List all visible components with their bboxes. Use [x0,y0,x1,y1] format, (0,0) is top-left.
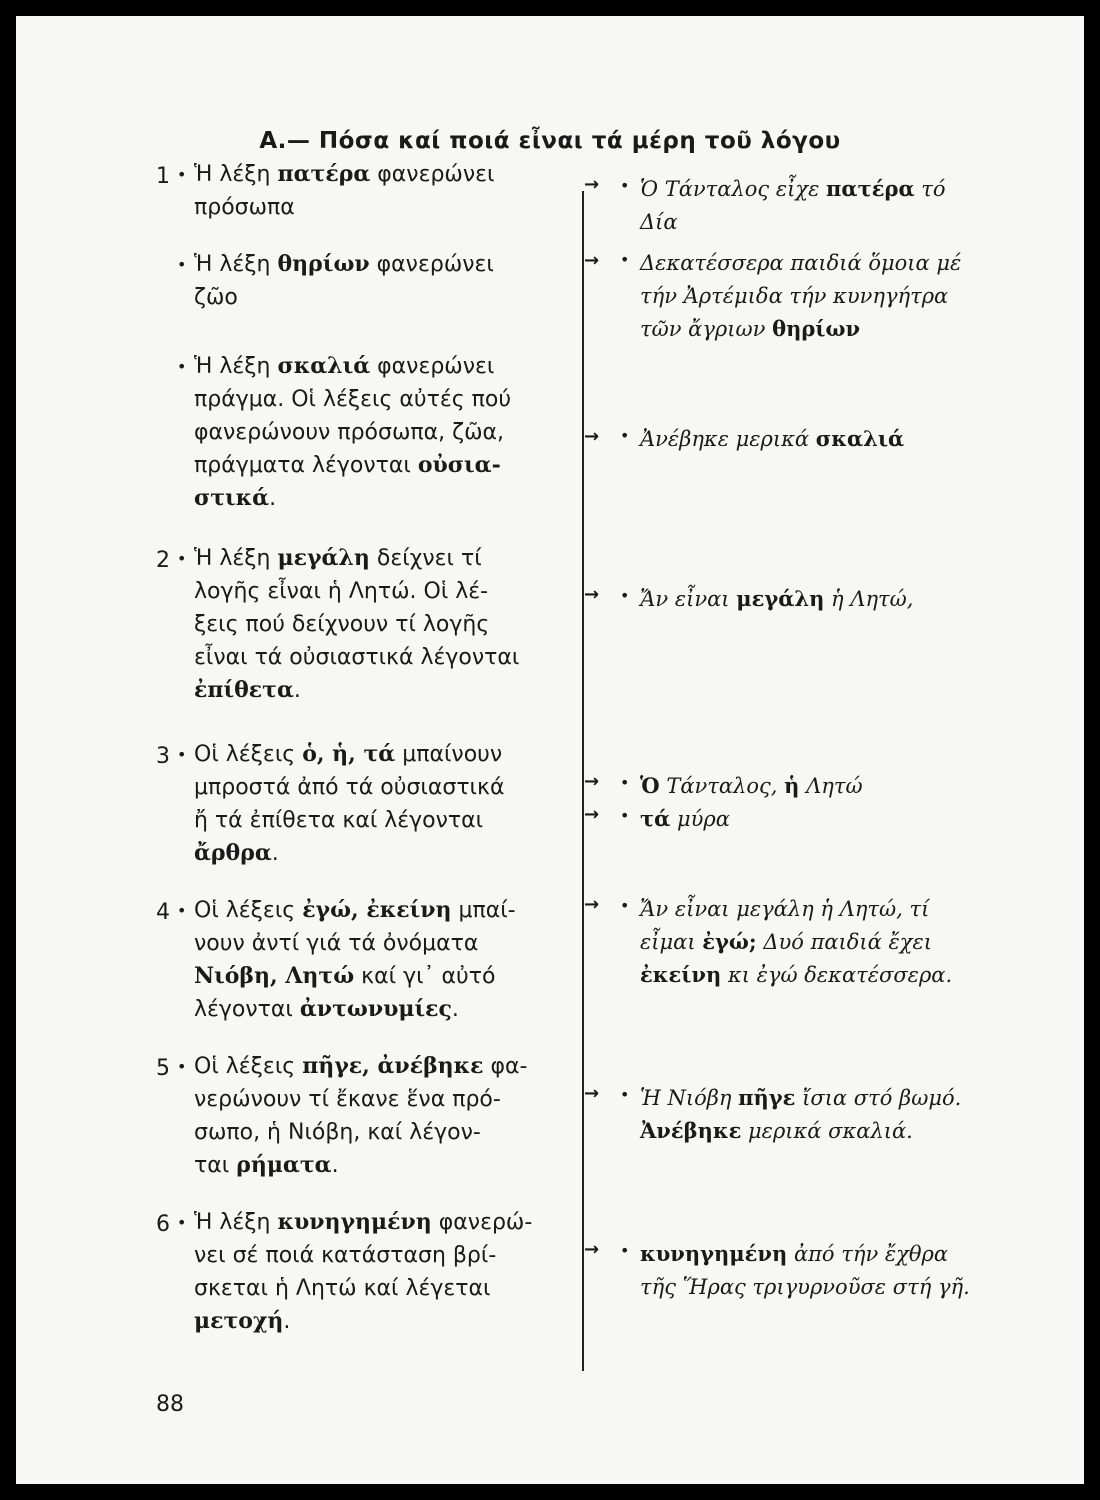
left-text-line [177,1050,566,1083]
bold-term: ἐγώ; [702,929,757,954]
line-content [194,960,566,993]
bold-term: Ἀνέβηκε [640,1118,742,1143]
right-text-line [640,582,996,616]
left-text-line [194,1305,566,1338]
line-content [194,383,566,416]
item-number: 2 [156,548,170,573]
line-content [194,894,566,927]
line-content [194,542,566,575]
left-text-line [177,894,566,927]
bold-term: ρήματα [236,1152,332,1178]
bullet-icon: • [620,250,630,269]
right-text-line [640,1270,996,1304]
right-text-line [640,769,996,803]
text-run: ζῶο [194,285,238,310]
left-text-line [194,281,566,314]
text-run: . [331,1153,339,1178]
line-content [194,281,566,314]
text-run: Οἱ λέξεις [194,898,303,923]
right-text-line [640,246,996,280]
arrow-icon: → [584,426,600,447]
line-content [194,248,566,281]
bold-term: σκαλιά [277,353,371,379]
left-text-line [177,158,566,191]
bold-term: ὁ, ἡ, τά [302,741,396,767]
left-text-line [194,1239,566,1272]
left-text-line [194,674,566,707]
bullet-icon: • [620,1241,630,1260]
bullet-icon: • [177,165,187,184]
left-text-line [194,608,566,641]
left-text-line [194,641,566,674]
text-run: Ὁ Τάνταλος εἶχε [640,177,827,201]
text-run: πράγματα λέγονται [194,453,418,478]
line-content [194,804,566,837]
text-run: σωπο, ἡ Νιόβη, καί λέγον- [194,1120,481,1145]
line-content [194,449,566,482]
right-text-line [640,172,996,206]
line-content [640,279,996,313]
bullet-icon: • [620,1085,630,1104]
line-content [640,1237,996,1271]
line-content [194,158,566,191]
line-content [194,1116,566,1149]
text-run: καί γι᾿ αὐτό [354,964,496,989]
bold-term: στικά [194,485,270,511]
item-number: 1 [156,164,170,189]
text-run: πράγμα. Οἱ λέξεις αὐτές πού [194,387,512,412]
right-text-line [640,802,996,836]
text-run: Ἄν εἶναι μεγάλη ἡ Λητώ, τί [640,897,930,921]
text-run: Ἡ λέξη [194,546,278,571]
bullet-icon: • [620,426,630,445]
right-text-line [640,925,996,959]
line-content [194,837,566,870]
right-text-line [640,422,996,456]
bold-term: οὐσια- [417,452,501,478]
line-content [640,1270,996,1304]
bullet-icon: • [620,896,630,915]
text-run: εἶμαι [640,930,703,954]
arrow-icon: → [584,174,600,195]
bullet-icon: • [177,1213,187,1232]
bold-term: πατέρα [277,161,371,187]
line-content [640,312,996,346]
arrow-icon: → [584,771,600,792]
bold-term: Νιόβη, Λητώ [194,963,355,989]
bold-term: ἐκείνη [640,962,722,987]
text-run: λογῆς εἶναι ἡ Λητώ. Οἱ λέ- [194,579,489,604]
bold-term: ἄρθρα [194,840,272,866]
line-content [194,1050,566,1083]
bold-term: μεγάλη [736,586,825,611]
line-content [194,608,566,641]
line-content [194,1206,566,1239]
line-content [194,771,566,804]
text-run: Ἀνέβηκε μερικά [640,427,816,451]
bold-term: κυνηγημένη [277,1209,432,1235]
line-content [640,205,996,239]
line-content [194,927,566,960]
bold-term: μεγάλη [277,545,370,571]
bold-term: σκαλιά [815,426,905,451]
arrow-icon: → [584,894,600,915]
line-content [640,1114,996,1148]
line-content [194,674,566,707]
right-text-line [640,279,996,313]
line-content [640,958,996,992]
left-text-line [177,1206,566,1239]
text-run: νουν ἀντί γιά τά ὀνόματα [194,931,479,956]
text-run: εἶναι τά οὐσιαστικά λέγονται [194,645,520,670]
line-content [640,925,996,959]
left-text-line [194,383,566,416]
text-run: Ἡ λέξη [194,252,278,277]
left-text-line [194,837,566,870]
left-text-line [194,960,566,993]
left-text-line [194,191,566,224]
bullet-icon: • [177,357,187,376]
right-text-line [640,1114,996,1148]
left-text-line [194,1149,566,1182]
text-run: Οἱ λέξεις [194,742,303,767]
text-run: ται [194,1153,237,1178]
bullet-icon: • [620,806,630,825]
line-content [194,738,566,771]
bold-term: ἐπίθετα [194,677,294,703]
left-text-line [194,416,566,449]
line-content [640,246,996,280]
line-content [194,482,566,515]
text-run: φανερώ- [431,1210,533,1235]
line-content [194,1149,566,1182]
text-run: μπαί- [451,898,516,923]
left-text-line [194,993,566,1026]
text-run: φανερώνει [369,252,494,277]
text-run: Λητώ [799,774,863,798]
left-text-line [177,350,566,383]
bold-term: θηρίων [277,251,370,277]
text-run: τό [914,177,946,201]
right-text-line [640,1081,996,1115]
line-content [640,802,996,836]
text-run: φανερώνει [370,162,495,187]
arrow-icon: → [584,804,600,825]
line-content [194,191,566,224]
text-run: φανερώνει [370,354,495,379]
bullet-icon: • [177,255,187,274]
bold-term: Ὁ [640,773,660,798]
right-text-line [640,312,996,346]
line-content [194,1305,566,1338]
text-run: ἡ Λητώ, [824,587,914,611]
arrow-icon: → [584,1239,600,1260]
right-text-line [640,205,996,239]
arrow-icon: → [584,584,600,605]
section-title: Α.— Πόσα καί ποιά εἶναι τά μέρη τοῦ λόγου [259,128,841,154]
right-text-line [640,892,996,926]
text-run: λέγονται [194,997,300,1022]
text-run: τῆς Ἥρας τριγυρνοῦσε στή γῆ. [640,1275,970,1299]
item-number: 6 [156,1212,170,1237]
item-number: 4 [156,900,170,925]
arrow-icon: → [584,1083,600,1104]
text-run: τήν Ἀρτέμιδα τήν κυνηγήτρα [640,284,949,308]
line-content [194,416,566,449]
bold-term: ἀντωνυμίες [299,996,452,1022]
bullet-icon: • [620,176,630,195]
text-run: σκεται ἡ Λητώ καί λέγεται [194,1276,491,1301]
line-content [640,769,996,803]
text-run: Οἱ λέξεις [194,1054,303,1079]
left-text-line [194,927,566,960]
line-content [194,1083,566,1116]
left-text-line [194,482,566,515]
text-run: μπαίνουν [395,742,503,767]
text-run: μερικά σκαλιά. [741,1119,913,1143]
line-content [194,1272,566,1305]
text-run: νερώνουν τί ἔκανε ἕνα πρό- [194,1087,501,1112]
right-text-line [640,1237,996,1271]
line-content [640,1081,996,1115]
line-content [194,575,566,608]
text-run: δείχνει τί [369,546,482,571]
line-content [194,993,566,1026]
left-text-line [194,771,566,804]
page [16,16,1084,1484]
line-content [640,892,996,926]
bullet-icon: • [177,901,187,920]
bullet-icon: • [620,586,630,605]
text-run: Δία [640,210,678,234]
text-run: Ἡ λέξη [194,1210,278,1235]
text-run: Τάνταλος, [659,774,785,798]
text-run: νει σέ ποιά κατάσταση βρί- [194,1243,497,1268]
bold-term: κυνηγημένη [640,1241,788,1266]
bold-term: θηρίων [772,316,861,341]
item-number: 5 [156,1056,170,1081]
line-content [194,1239,566,1272]
text-run: ἤ τά ἐπίθετα καί λέγονται [194,808,484,833]
bullet-icon: • [177,549,187,568]
page-number: 88 [156,1392,184,1417]
text-run: τῶν ἄγριων [640,317,773,341]
left-text-line [194,804,566,837]
text-run: κι ἐγώ δεκατέσσερα. [721,963,953,987]
left-text-line [194,449,566,482]
line-content [194,641,566,674]
bold-term: ἡ [784,773,800,798]
text-run: . [283,1309,291,1334]
text-run: . [269,486,277,511]
left-text-line [194,1083,566,1116]
left-text-line [194,1272,566,1305]
text-run: μύρα [670,807,730,831]
text-run: . [451,997,459,1022]
bullet-icon: • [620,773,630,792]
text-run: Δεκατέσσερα παιδιά ὅμοια μέ [640,251,962,275]
line-content [640,422,996,456]
line-content [640,582,996,616]
text-run: . [271,841,279,866]
text-run: ξεις πού δείχνουν τί λογῆς [194,612,490,637]
text-run: ἀπό τήν ἔχθρα [787,1242,949,1266]
bullet-icon: • [177,1057,187,1076]
right-text-line [640,958,996,992]
line-content [194,350,566,383]
bold-term: ἐγώ, ἐκείνη [302,897,452,923]
text-run: μπροστά ἀπό τά οὐσιαστικά [194,775,505,800]
left-text-line [194,1116,566,1149]
bullet-icon: • [177,745,187,764]
bold-term: πῆγε [738,1085,796,1110]
bold-term: μετοχή [194,1308,284,1334]
text-run: φανερώνουν πρόσωπα, ζῶα, [194,420,504,445]
left-text-line [194,575,566,608]
text-run: Δυό παιδιά ἔχει [756,930,933,954]
line-content [640,172,996,206]
text-run: Ἡ Νιόβη [640,1086,739,1110]
left-text-line [177,542,566,575]
text-run: . [293,678,301,703]
text-run: Ἄν εἶναι [640,587,737,611]
left-text-line [177,248,566,281]
left-text-line [177,738,566,771]
text-run: Ἡ λέξη [194,162,278,187]
bold-term: τά [640,806,671,831]
arrow-icon: → [584,250,600,271]
text-run: Ἡ λέξη [194,354,278,379]
text-run: πρόσωπα [194,195,295,220]
text-run: φα- [483,1054,528,1079]
bold-term: πῆγε, ἀνέβηκε [302,1053,484,1079]
text-run: ἴσια στό βωμό. [795,1086,962,1110]
item-number: 3 [156,744,170,769]
bold-term: πατέρα [826,176,915,201]
